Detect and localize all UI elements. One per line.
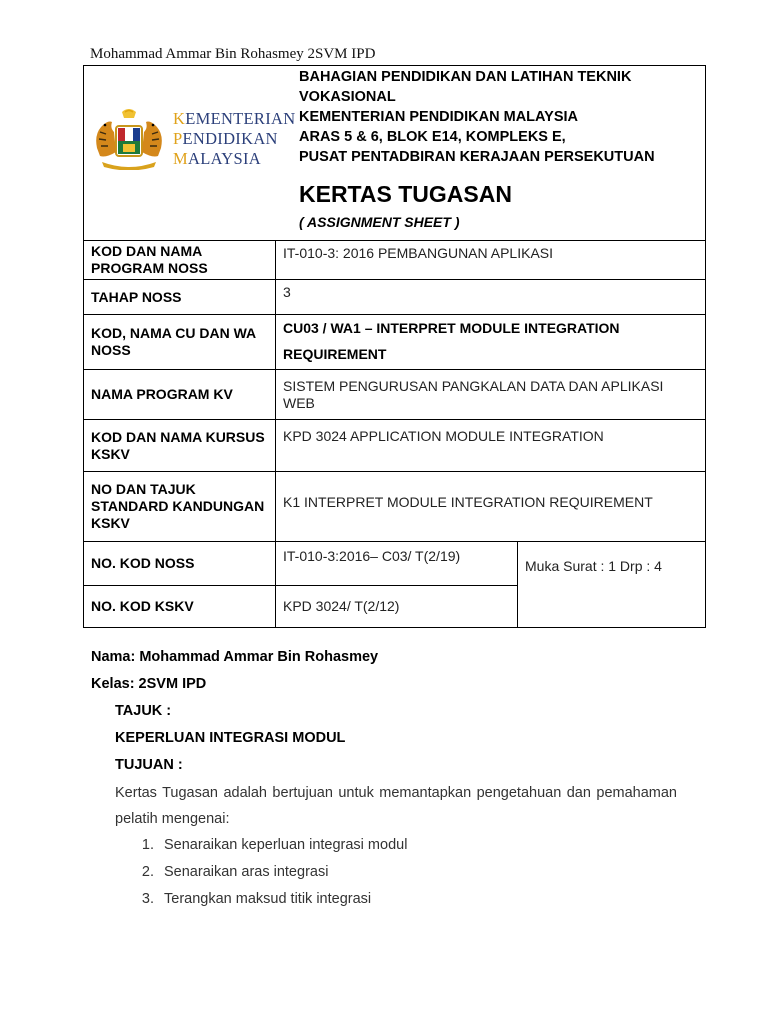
student-class: Kelas: 2SVM IPD xyxy=(91,676,207,692)
row-value: CU03 / WA1 – INTERPRET MODULE INTEGRATION REQUIREMENT xyxy=(276,315,706,370)
table-row xyxy=(84,472,706,542)
row-value: KPD 3024/ T(2/12) xyxy=(276,586,518,628)
ministry-line-3: MALAYSIA xyxy=(173,149,261,168)
row-value: K1 INTERPRET MODULE INTEGRATION REQUIREMENT xyxy=(276,472,706,542)
assignment-sheet-table xyxy=(83,65,706,628)
header-cell xyxy=(84,66,706,241)
ministry-logo-text xyxy=(173,109,295,169)
objective-paragraph: Kertas Tugasan adalah bertujuan untuk memantapkan pengetahuan dan pemahaman pelatih mengenai: xyxy=(115,785,677,827)
list-item: 2. Senaraikan aras integrasi xyxy=(158,859,677,886)
row-label: KOD, NAMA CU DAN WA NOSS xyxy=(84,315,276,370)
topic-title: KEPERLUAN INTEGRASI MODUL xyxy=(115,730,346,746)
row-label: NAMA PROGRAM KV xyxy=(84,370,276,420)
address-line: KEMENTERIAN PENDIDIKAN MALAYSIA xyxy=(299,109,579,125)
table-row xyxy=(84,315,706,370)
row-value: IT-010-3: 2016 PEMBANGUNAN APLIKASI xyxy=(276,241,706,280)
row-value: IT-010-3:2016– C03/ T(2/19) xyxy=(276,542,518,586)
address-line: VOKASIONAL xyxy=(299,89,396,105)
address-line: PUSAT PENTADBIRAN KERAJAAN PERSEKUTUAN xyxy=(299,149,655,165)
list-item: 1. Senaraikan keperluan integrasi modul xyxy=(158,832,677,859)
document-subtitle: ( ASSIGNMENT SHEET ) xyxy=(299,214,460,230)
assignment-body xyxy=(91,648,677,913)
table-row xyxy=(84,280,706,315)
row-label: KOD DAN NAMA KURSUS KSKV xyxy=(84,420,276,472)
list-item: 3. Terangkan maksud titik integrasi xyxy=(158,886,677,913)
table-row xyxy=(84,370,706,420)
document-title: KERTAS TUGASAN xyxy=(299,181,512,207)
row-label: NO DAN TAJUK STANDARD KANDUNGAN KSKV xyxy=(84,472,276,542)
department-address xyxy=(299,67,655,167)
objective-list xyxy=(91,832,677,913)
page-info: Muka Surat : 1 Drp : 4 xyxy=(518,542,706,628)
address-line: BAHAGIAN PENDIDIKAN DAN LATIHAN TEKNIK xyxy=(299,69,632,85)
page-note: Mohammad Ammar Bin Rohasmey 2SVM IPD xyxy=(90,46,376,62)
ministry-line-1: KEMENTERIAN xyxy=(173,109,296,128)
coat-of-arms-logo xyxy=(92,106,166,170)
address-line: ARAS 5 & 6, BLOK E14, KOMPLEKS E, xyxy=(299,129,566,145)
table-row xyxy=(84,241,706,280)
ministry-line-2: PENDIDIKAN xyxy=(173,129,278,148)
objective-label: TUJUAN : xyxy=(115,757,183,773)
row-label: TAHAP NOSS xyxy=(84,280,276,315)
row-label: KOD DAN NAMA PROGRAM NOSS xyxy=(84,241,276,280)
table-row xyxy=(84,542,706,586)
row-label: NO. KOD KSKV xyxy=(84,586,276,628)
row-value: SISTEM PENGURUSAN PANGKALAN DATA DAN APLIKASI WEB xyxy=(276,370,706,420)
table-row xyxy=(84,420,706,472)
row-value: 3 xyxy=(276,280,706,315)
row-value: KPD 3024 APPLICATION MODULE INTEGRATION xyxy=(276,420,706,472)
row-label: NO. KOD NOSS xyxy=(84,542,276,586)
topic-label: TAJUK : xyxy=(115,703,172,719)
student-name: Nama: Mohammad Ammar Bin Rohasmey xyxy=(91,649,379,665)
